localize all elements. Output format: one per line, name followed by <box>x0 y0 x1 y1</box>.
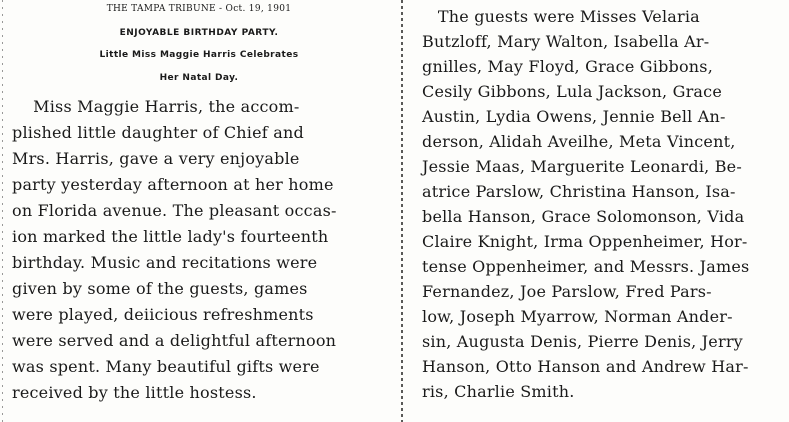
guest-list-line: low, Joseph Myarrow, Norman Ander- <box>422 307 733 326</box>
column-divider <box>401 0 403 422</box>
right-column <box>408 0 789 422</box>
guest-list-line: derson, Alidah Aveilhe, Meta Vincent, <box>422 132 736 151</box>
headline: ENJOYABLE BIRTHDAY PARTY. <box>119 28 279 38</box>
guest-list-line: ris, Charlie Smith. <box>422 382 575 401</box>
guest-list-line: tense Oppenheimer, and Messrs. James <box>422 257 750 276</box>
guest-list-line: Hanson, Otto Hanson and Andrew Har- <box>422 357 749 376</box>
body-text-line: plished little daughter of Chief and <box>12 123 304 142</box>
body-text-line: received by the little hostess. <box>12 383 257 402</box>
body-text-line: given by some of the guests, games <box>12 279 308 298</box>
guest-list-line: Claire Knight, Irma Oppenheimer, Hor- <box>422 232 748 251</box>
guest-list-line: The guests were Misses Velaria <box>422 7 700 26</box>
guest-list-line: Fernandez, Joe Parslow, Fred Pars- <box>422 282 712 301</box>
guest-list-line: gnilles, May Floyd, Grace Gibbons, <box>422 57 714 76</box>
body-text-line: birthday. Music and recitations were <box>12 253 318 272</box>
masthead: THE TAMPA TRIBUNE - Oct. 19, 1901 <box>106 4 292 14</box>
guest-list-line: Cesily Gibbons, Lula Jackson, Grace <box>422 82 722 101</box>
body-text-line: party yesterday afternoon at her home <box>12 175 334 194</box>
guest-list-line: atrice Parslow, Christina Hanson, Isa- <box>422 182 736 201</box>
guest-list-line: sin, Augusta Denis, Pierre Denis, Jerry <box>422 332 743 351</box>
body-text-line: were played, deiicious refreshments <box>12 305 314 324</box>
body-text-line: ion marked the little lady's fourteenth <box>12 227 329 246</box>
subheadline-line: Little Miss Maggie Harris Celebrates <box>99 50 299 60</box>
body-text-line: were served and a delightful afternoon <box>12 331 337 350</box>
body-text-line: on Florida avenue. The pleasant occas- <box>12 201 337 220</box>
guest-list-line: Jessie Maas, Marguerite Leonardi, Be- <box>422 157 742 176</box>
guest-list-line: Austin, Lydia Owens, Jennie Bell An- <box>422 107 726 126</box>
guest-list-line: Butzloff, Mary Walton, Isabella Ar- <box>422 32 710 51</box>
guest-list-line: bella Hanson, Grace Solomonson, Vida <box>422 207 745 226</box>
body-text-line: Mrs. Harris, gave a very enjoyable <box>12 149 300 168</box>
body-text-line: Miss Maggie Harris, the accom- <box>12 97 300 116</box>
subheadline-line: Her Natal Day. <box>159 73 239 83</box>
body-text-line: was spent. Many beautiful gifts were <box>12 357 320 376</box>
